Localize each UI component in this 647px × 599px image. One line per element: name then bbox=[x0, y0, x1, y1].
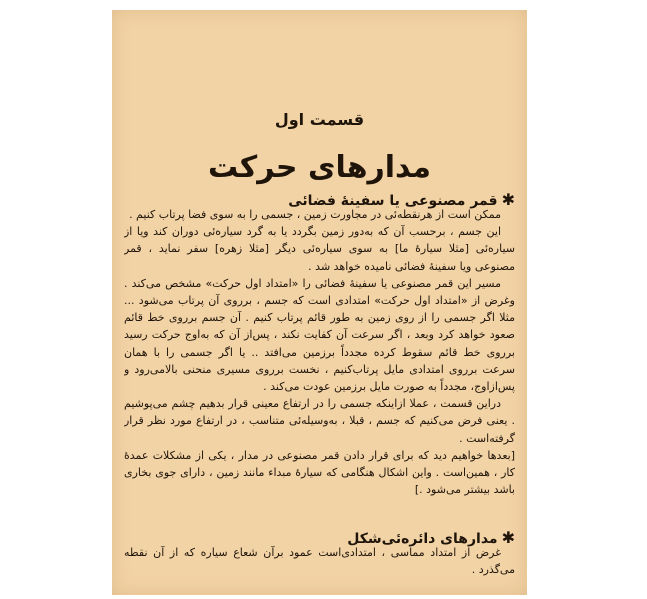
paragraph: ممکن است از هرنقطه‌ئی در مجاورت زمین ، جسمی را به سوی فضا پرتاب کنیم . bbox=[129, 208, 501, 221]
paragraph: دراین قسمت ، عملا ازاینکه جسمی را در ارتفاع معینی قرار بدهیم چشم می‌پوشیم . یعنی فرض می‌کنیم که جسم ، قبلا ، به‌وسیله‌ئی متناسب ، در ارتفاع مورد نظر قرار گرفته‌است . bbox=[124, 397, 515, 445]
paragraph: [بعدها خواهیم دید که برای قرار دادن قمر مصنوعی در مدار ، یکی از مشکلات عمدهٔ کار ، همین‌است . واین اشکال هنگامی که سیارهٔ مبداء مانند زمین ، دارای جوی بخاری باشد بیشتر می‌شود .] bbox=[124, 448, 515, 497]
paragraph: غرض از امتداد مماسی ، امتدادی‌است عمود برآن شعاع سیاره که از آن نقطه می‌گذرد . bbox=[124, 546, 515, 577]
section-heading-text: قمر مصنوعی یا سفینهٔ فضائی bbox=[288, 193, 498, 209]
section-body bbox=[124, 544, 515, 584]
paragraph: این جسم ، برحسب آن که به‌دور زمین بگردد یا به گرد سیاره‌ئی دوران کند ویا از سیاره‌ئی [مثلا سیارهٔ ما] به سوی سیاره‌ئی دیگر [مثلا زهره] سفر نماید ، قمر مصنوعی ویا سفینهٔ فضائی نامیده خواهد شد . bbox=[124, 225, 515, 273]
chapter-title: مدارهای حرکت bbox=[208, 150, 431, 185]
paragraph: مسیر این قمر مصنوعی یا سفینهٔ فضائی را «امتداد اول حرکت» مشخص می‌کند . وغرض از «امتداد اول حرکت» امتدادی است که جسم ، برروی آن پرتاب می‌شود ... مثلا اگر جسمی را از روی زمین به طور قائم پرتاب کنیم . آن جسم برروی خط قائم صعود خواهد کرد وبعد ، اگر سرعت آن کفایت نکند ، پس‌از آن که به‌اوج حرکت رسید برروی خط قائم سقوط کرده مجدداً برزمین می‌افتد .. یا اگر جسمی را با همان سرعت برروی امتدادی مایل پرتاب‌کنیم ، نخست برروی مسیری منحنی بالا‌می‌رود و پس‌ازاوج، مجدداً به صورت مایل برزمین عودت می‌کند . bbox=[124, 276, 515, 394]
asterisk-bullet-icon: ✱ bbox=[501, 190, 515, 209]
asterisk-bullet-icon: ✱ bbox=[501, 528, 515, 547]
part-title: قسمت اول bbox=[274, 110, 365, 129]
section-body bbox=[124, 206, 515, 518]
document-page bbox=[112, 10, 527, 595]
section-heading-text: مدارهای دائره‌ئی‌شکل bbox=[347, 531, 498, 547]
